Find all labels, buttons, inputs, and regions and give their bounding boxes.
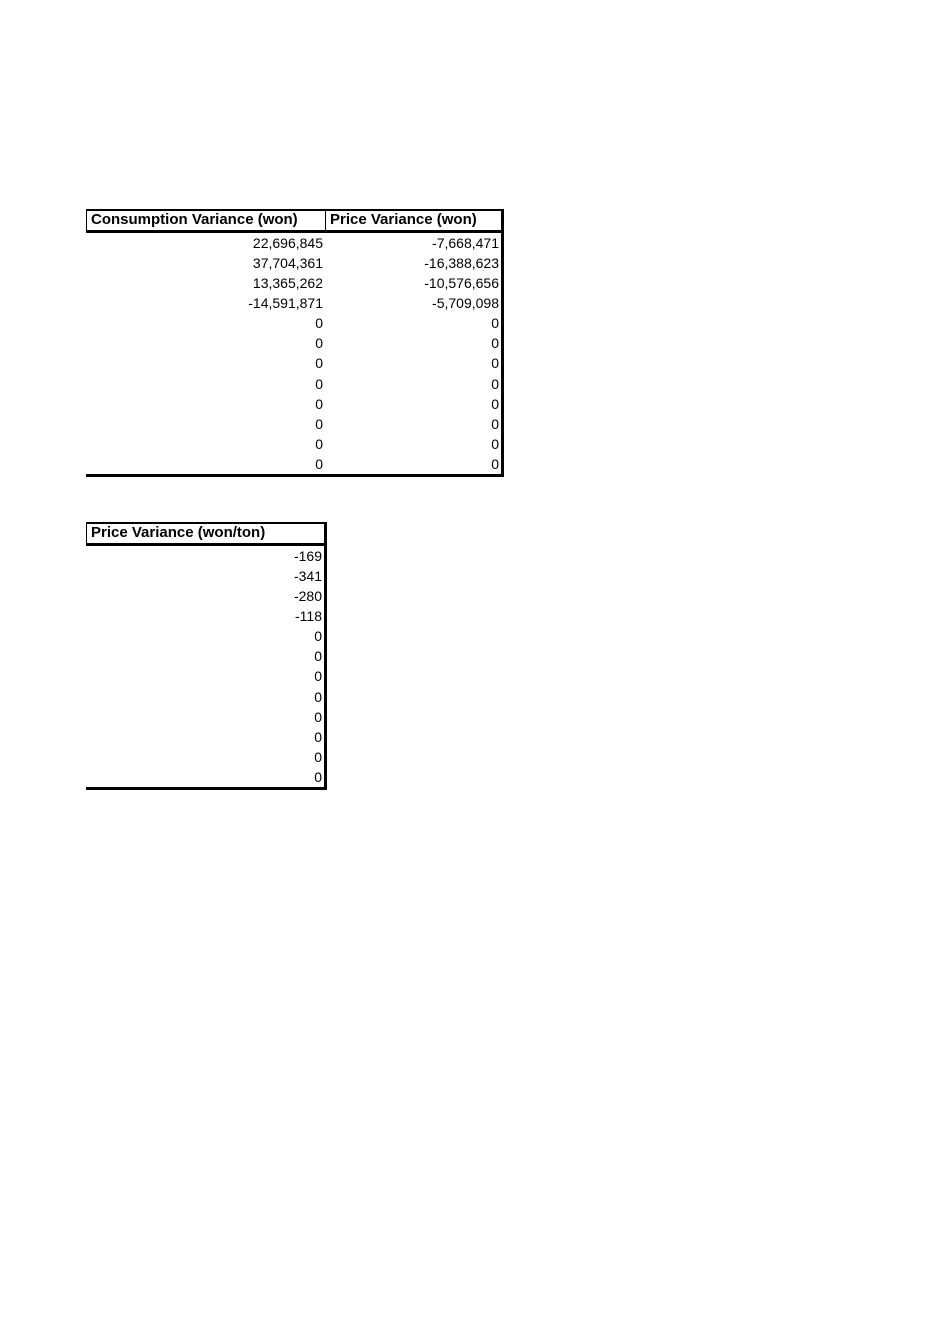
price-per-ton-cell: 0 bbox=[314, 768, 322, 785]
table-row bbox=[86, 586, 324, 606]
table-row bbox=[86, 233, 501, 253]
price-variance-header: Price Variance (won) bbox=[330, 211, 477, 228]
table-row bbox=[86, 707, 324, 727]
variance-table bbox=[86, 209, 504, 477]
consumption-variance-cell: 0 bbox=[315, 315, 323, 332]
table-row bbox=[86, 394, 501, 414]
consumption-variance-cell: 0 bbox=[315, 355, 323, 372]
price-variance-cell: 0 bbox=[491, 455, 499, 472]
consumption-variance-cell: 0 bbox=[315, 375, 323, 392]
table-row bbox=[86, 626, 324, 646]
consumption-variance-cell: 22,696,845 bbox=[252, 235, 323, 251]
variance-table-body bbox=[86, 233, 501, 474]
table-row bbox=[86, 727, 324, 747]
price-variance-cell: 0 bbox=[491, 355, 499, 372]
price-per-ton-cell: -341 bbox=[293, 568, 322, 585]
price-variance-cell: -7,668,471 bbox=[432, 235, 499, 251]
price-variance-cell: -10,576,656 bbox=[424, 275, 499, 292]
price-per-ton-cell: -280 bbox=[293, 588, 322, 605]
price-per-ton-cell: -169 bbox=[293, 548, 322, 564]
variance-table-header-row bbox=[86, 211, 501, 233]
table-row bbox=[86, 253, 501, 273]
price-per-ton-header-row bbox=[86, 524, 324, 546]
table-row bbox=[86, 747, 324, 767]
price-variance-cell: 0 bbox=[491, 415, 499, 432]
table-row bbox=[86, 293, 501, 313]
price-per-ton-cell: 0 bbox=[314, 628, 322, 645]
table-row bbox=[86, 606, 324, 626]
table-row bbox=[86, 767, 324, 787]
price-variance-cell: 0 bbox=[491, 435, 499, 452]
table-row bbox=[86, 313, 501, 333]
price-per-ton-table bbox=[86, 522, 327, 790]
consumption-variance-cell: 0 bbox=[315, 415, 323, 432]
table-row bbox=[86, 687, 324, 707]
table-row bbox=[86, 434, 501, 454]
price-per-ton-cell: 0 bbox=[314, 708, 322, 725]
consumption-variance-cell: 37,704,361 bbox=[252, 255, 323, 272]
table-row bbox=[86, 546, 324, 566]
price-per-ton-header: Price Variance (won/ton) bbox=[91, 524, 266, 541]
price-per-ton-cell: 0 bbox=[314, 648, 322, 665]
table-row bbox=[86, 353, 501, 373]
table-row bbox=[86, 273, 501, 293]
price-variance-cell: -5,709,098 bbox=[432, 295, 499, 312]
price-variance-cell: 0 bbox=[491, 335, 499, 352]
consumption-variance-cell: 13,365,262 bbox=[252, 275, 323, 292]
price-variance-cell: 0 bbox=[491, 315, 499, 332]
price-variance-cell: 0 bbox=[491, 395, 499, 412]
table-row bbox=[86, 646, 324, 666]
table-row bbox=[86, 454, 501, 474]
price-per-ton-cell: 0 bbox=[314, 688, 322, 705]
price-per-ton-cell: 0 bbox=[314, 748, 322, 765]
consumption-variance-cell: 0 bbox=[315, 395, 323, 412]
consumption-variance-cell: -14,591,871 bbox=[248, 295, 323, 312]
consumption-variance-cell: 0 bbox=[315, 435, 323, 452]
table-row bbox=[86, 414, 501, 434]
price-variance-cell: -16,388,623 bbox=[424, 255, 499, 272]
price-per-ton-table-body bbox=[86, 546, 324, 787]
price-variance-cell: 0 bbox=[491, 375, 499, 392]
price-per-ton-cell: 0 bbox=[314, 728, 322, 745]
consumption-variance-cell: 0 bbox=[315, 335, 323, 352]
table-row bbox=[86, 666, 324, 686]
table-row bbox=[86, 566, 324, 586]
table-row bbox=[86, 374, 501, 394]
price-per-ton-cell: -118 bbox=[295, 608, 322, 625]
consumption-variance-header: Consumption Variance (won) bbox=[87, 211, 326, 230]
table-row bbox=[86, 333, 501, 353]
consumption-variance-cell: 0 bbox=[315, 455, 323, 472]
price-per-ton-cell: 0 bbox=[314, 668, 322, 685]
